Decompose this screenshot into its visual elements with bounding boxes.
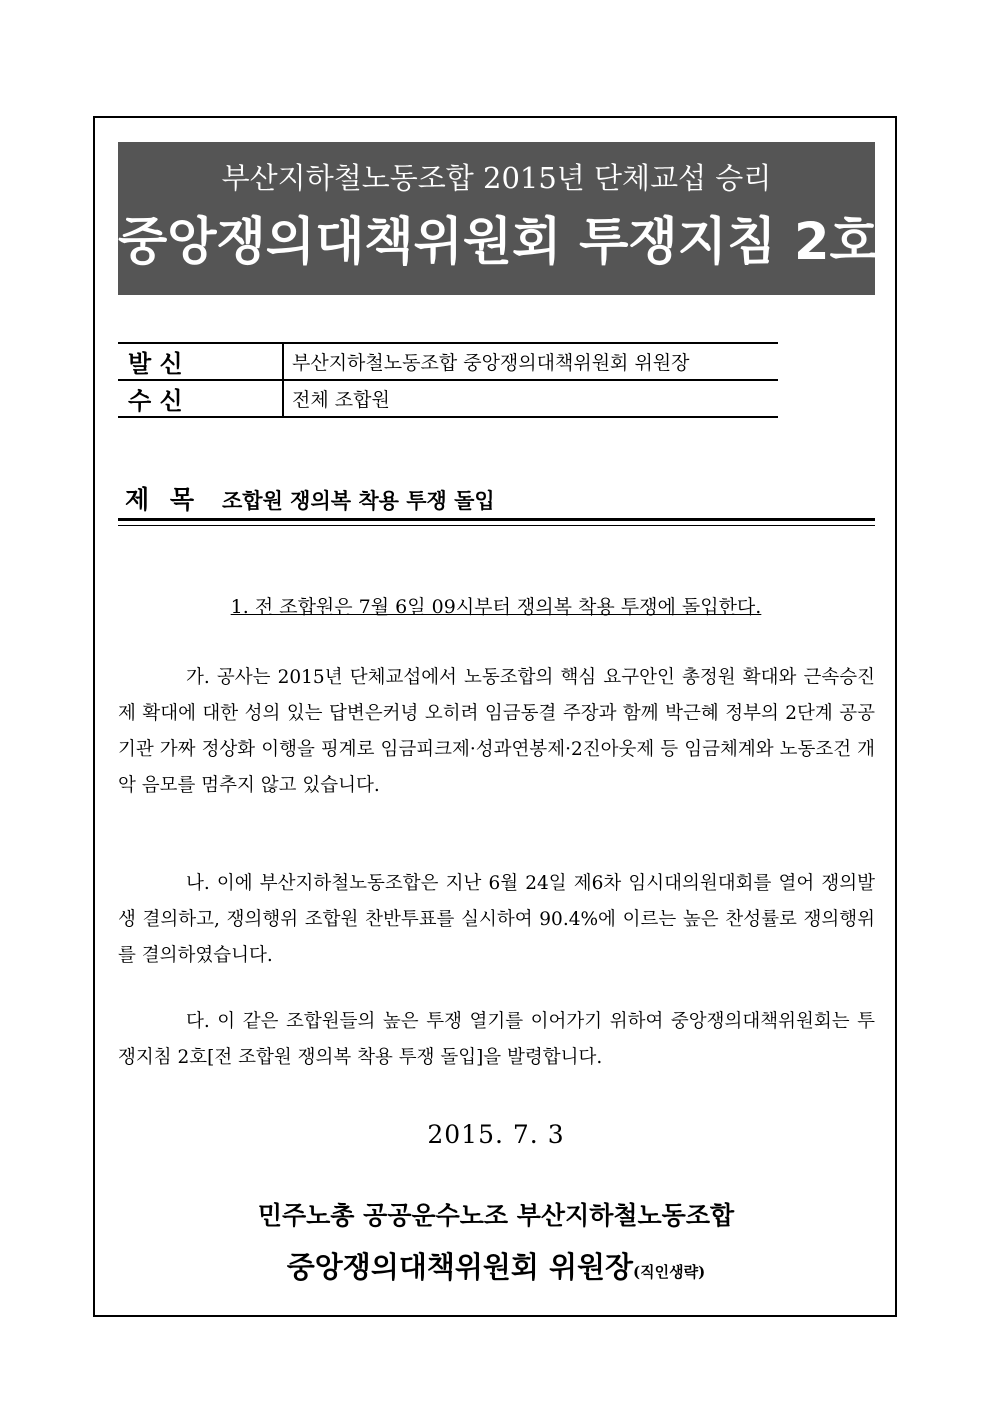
paragraph-c: 다. 이 같은 조합원들의 높은 투쟁 열기를 이어가기 위하여 중앙쟁의대책위원회는 투쟁지침 2호[전 조합원 쟁의복 착용 투쟁 돌입]을 발령합니다. (118, 1011, 875, 1068)
seal-note: (직인생략) (633, 1263, 706, 1281)
sender-value: 부산지하철노동조합 중앙쟁의대책위원회 위원장 (283, 343, 778, 380)
issue-date: 2015. 7. 3 (427, 1120, 565, 1149)
sender-row (118, 343, 778, 380)
paragraph-a: 가. 공사는 2015년 단체교섭에서 노동조합의 핵심 요구안인 총정원 확대와 근속승진제 확대에 대한 성의 있는 답변은커녕 오히려 임금동결 주장과 함께 박근혜 정부의 2단계 공공기관 가짜 정상화 이행을 핑계로 임금피크제·성과연봉제·2진아웃제 등 임금체계와 노동조건 개악 음모를 멈추지 않고 있습니다. (118, 667, 875, 796)
signatory-title: 중앙쟁의대책위원회 위원장 (286, 1250, 634, 1284)
subject-rule-thin (118, 525, 875, 526)
recipient-row (118, 380, 778, 417)
recipient-value: 전체 조합원 (283, 380, 778, 417)
banner-subtitle: 부산지하철노동조합 2015년 단체교섭 승리 (221, 161, 772, 195)
subject-line (125, 480, 495, 516)
subject-label: 제 목 (125, 485, 201, 514)
banner-title: 중앙쟁의대책위원회 투쟁지침 2호 (118, 213, 879, 272)
subject-text: 조합원 쟁의복 착용 투쟁 돌입 (222, 488, 495, 513)
subject-rule-thick (118, 518, 875, 521)
recipient-label: 수 신 (118, 380, 283, 417)
title-banner (118, 142, 879, 295)
sender-label: 발 신 (118, 343, 283, 380)
main-point: 1. 전 조합원은 7월 6일 09시부터 쟁의복 착용 투쟁에 돌입한다. (230, 596, 762, 618)
signatory-line (0, 1245, 992, 1286)
organization-line: 민주노총 공공운수노조 부산지하철노동조합 (257, 1201, 735, 1230)
sender-recipient-table (118, 342, 778, 418)
paragraph-b: 나. 이에 부산지하철노동조합은 지난 6월 24일 제6차 임시대의원대회를 열어 쟁의발생 결의하고, 쟁의행위 조합원 찬반투표를 실시하여 90.4%에 이르는 높은 찬성률로 쟁의행위를 결의하였습니다. (118, 873, 875, 966)
